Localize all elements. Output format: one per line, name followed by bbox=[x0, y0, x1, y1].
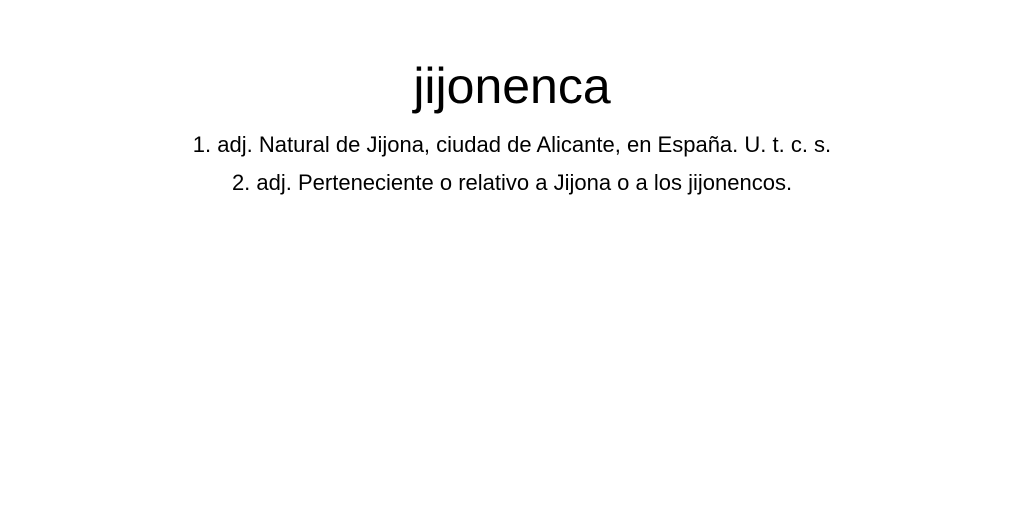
dictionary-entry bbox=[0, 0, 1024, 202]
definition-1: 1. adj. Natural de Jijona, ciudad de Alicante, en España. U. t. c. s. bbox=[192, 132, 832, 157]
headword: jijonenca bbox=[413, 58, 611, 114]
definitions-list bbox=[0, 126, 1024, 202]
definition-2: 2. adj. Perteneciente o relativo a Jijona o a los jijonencos. bbox=[231, 170, 793, 195]
